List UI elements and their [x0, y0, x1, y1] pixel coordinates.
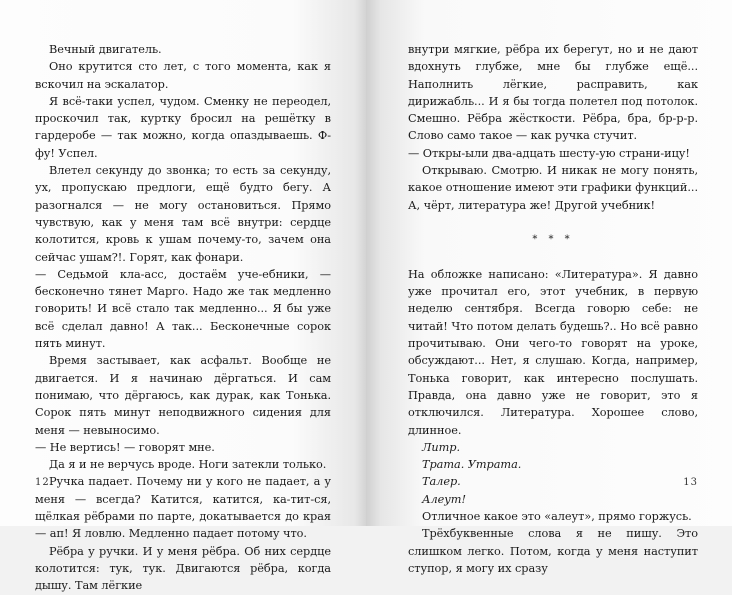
italic-word: Талер.: [422, 475, 461, 489]
right-page: [366, 0, 732, 575]
paragraph: Я всё-таки успел, чудом. Сменку не переодел, проскочил так, куртку бросил на решётку в гардеробе — так можно, когда опаздываешь. Ф-фу! Успел.: [35, 94, 331, 160]
paragraph: Трёхбуквенные слова я не пишу. Это слишком легко. Потом, когда у меня наступит ступор, я могу их сразу: [408, 527, 698, 575]
page-number: 12: [35, 477, 50, 488]
paragraph: Да я и не верчусь вроде. Ноги затекли только.: [49, 458, 327, 472]
section-separator: * * *: [532, 234, 574, 246]
italic-word: Трата. Утрата.: [422, 458, 522, 472]
paragraph: Вечный двигатель.: [49, 43, 162, 56]
paragraph: На обложке написано: «Литература». Я давно уже прочитал его, этот учебник, в первую неделю сентября. Всегда говорю себе: не читай! Что потом делать будешь?.. Но всё равно прочитываю. Они чего-то говорят на уроке, обсуждают... Нет, я слушаю. Когда, например, Тонька говорит, как интересно послушать. Правда, она давно уже не говорит, это я отключился. Литература. Хорошее слово, длинное.: [408, 267, 698, 437]
right-page-text: [408, 41, 698, 577]
paragraph: Влетел секунду до звонка; то есть за секунду, ух, пропускаю предлоги, ещё будто бегу. А разогнался — не могу остановиться. Прямо чувствую, как у меня там всё внутри: сердце колотится, кровь к ушам почему-то, зачем она сейчас ушам?!. Горят, как фонари.: [35, 164, 331, 264]
paragraph: — Не вертись! — говорят мне.: [35, 440, 215, 454]
paragraph: — Откры-ыли два-адцать шесту-ую страни-ицу!: [408, 146, 690, 160]
paragraph: внутри мягкие, рёбра их берегут, но и не дают вдохнуть глубже, мне бы глубже ещё... Наполнить лёгкие, расправить, как дирижабль... И я бы тогда полетел под потолок. Смешно. Рёбра жёсткости. Рёбра, бра, бр-р-р. Слово само такое — как ручка стучит.: [408, 43, 698, 143]
page-number: 13: [683, 477, 698, 488]
paragraph: Ручка падает. Почему ни у кого не падает, а у меня — всегда? Катится, катится, ка-тит-ся, щёлкая рёбрами по парте, докатывается до края — ап! Я ловлю. Медленно падает потому что.: [35, 475, 331, 541]
italic-word: Литр.: [422, 440, 460, 454]
paragraph: Время застывает, как асфальт. Вообще не двигается. И я начинаю дёргаться. И сам понимаю, что дёргаюсь, как дурак, как Тонька. Сорок пять минут неподвижного сидения для меня — невыносимо.: [35, 354, 331, 437]
paragraph: Отличное какое это «алеут», прямо горжусь.: [422, 510, 692, 524]
italic-word: Алеут!: [422, 492, 466, 506]
left-page-text: [35, 41, 331, 595]
paragraph: — Седьмой кла-асс, достаём уче-ебники, — бесконечно тянет Марго. Надо же так медленно говорить! И всё стало так медленно... Я бы уже всё сделал давно! А так... Бесконечные сорок пять минут.: [35, 267, 331, 351]
left-page: [0, 0, 366, 593]
spacer: [408, 249, 698, 266]
paragraph: Оно крутится сто лет, с того момента, как я вскочил на эскалатор.: [35, 60, 331, 91]
paragraph: Рёбра у ручки. И у меня рёбра. Об них сердце колотится: тук, тук. Двигаются рёбра, когда дышу. Там лёгкие: [35, 544, 331, 593]
paragraph: Открываю. Смотрю. И никак не могу понять, какое отношение имеют эти графики функций... А, чёрт, литература же! Другой учебник!: [408, 164, 698, 212]
spacer: [408, 214, 698, 231]
